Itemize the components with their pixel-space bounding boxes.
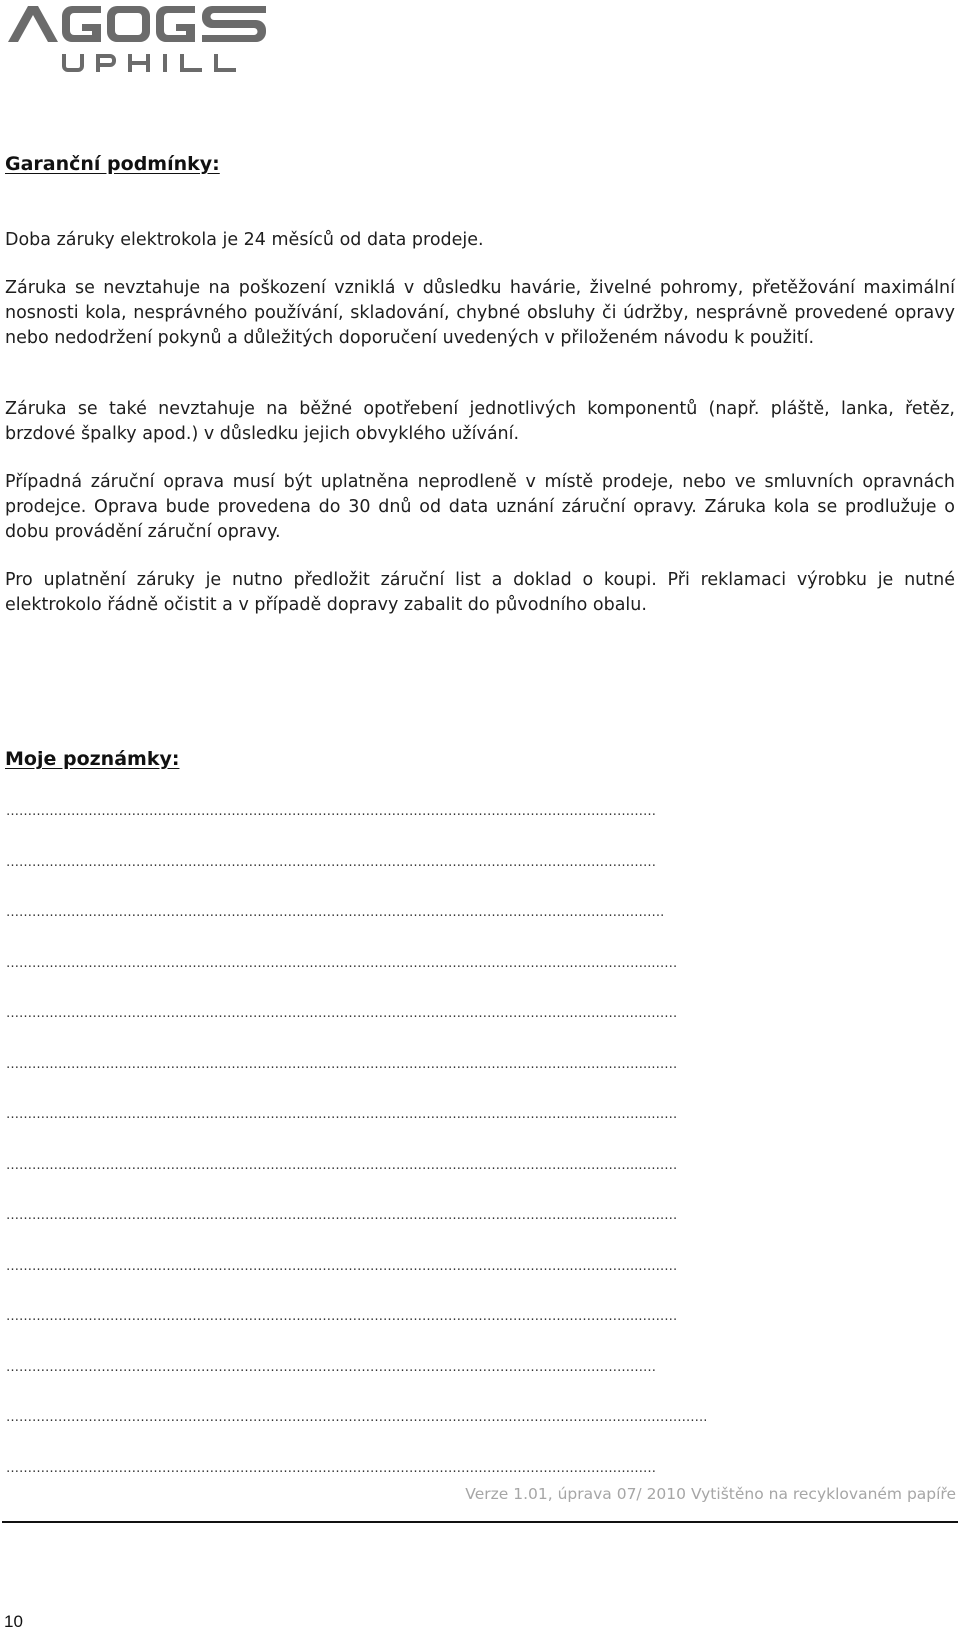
notes-line: …………………………………………………………………………………………………………………………………… [6, 1460, 656, 1476]
notes-line: …………………………………………………………………………………………………………………………………..…… [6, 1107, 678, 1122]
notes-line: …………………………………………………………………………………………………………………………………… [6, 1359, 656, 1375]
wear-exclusion-paragraph: Záruka se také nevztahuje na běžné opotřebení jednotlivých komponentů (např. pláště, lanka, řetěz, brzdové špalky apod.) v důsledku jejich obvyklého užívání. [5, 399, 955, 444]
notes-line: …………………………………………………………………………………………………………………………….………. [6, 905, 665, 920]
warranty-exclusions-paragraph: Záruka se nevztahuje na poškození vzniklá v důsledku havárie, živelné pohromy, přetěžování maximální nosnosti kola, nesprávného používání, skladování, chybné obsluhy či údržby, nesprávně provedené opravy nebo nedodržení pokynů a důležitých doporučení uvedených v přiloženém návodu k použití. [5, 278, 955, 348]
notes-heading: Moje poznámky: [5, 748, 180, 770]
notes-line: ………………………………………………………………………………………………………………………………..……… [6, 1208, 678, 1223]
warranty-heading: Garanční podmínky: [5, 153, 220, 175]
logo-graphic [2, 0, 280, 80]
notes-line: ……………………………………………………………………………………………………..………………………………………. [6, 1410, 708, 1425]
warranty-period-paragraph: Doba záruky elektrokola je 24 měsíců od data prodeje. [5, 230, 484, 250]
notes-line: …………………………………………………………………………………………………………………………………… [6, 854, 656, 870]
notes-line: …………………………………………………………………………………………………………………………………..…… [6, 955, 678, 971]
notes-line: …………………………………………………………………………………………………………………………………… [6, 804, 656, 819]
notes-line: …………………………………………………………………………………………………………………………………..…… [6, 1056, 678, 1072]
footer-divider [2, 1521, 958, 1523]
notes-line: ……………………………………………………………………………………………………………………………..………… [6, 1006, 678, 1021]
notes-line: ………………………………………………………………………………………………………………………………..……… [6, 1309, 678, 1324]
version-footer-note: Verze 1.01, úprava 07/ 2010 Vytištěno na recyklovaném papíře [465, 1485, 956, 1503]
notes-line: ………………………………………………………………………………………………………………………………..……… [6, 1258, 678, 1274]
notes-line: ………………………………………………………………………………………………………………………………..……… [6, 1157, 678, 1173]
warranty-repair-paragraph: Případná záruční oprava musí být uplatněna neprodleně v místě prodeje, nebo ve smluvních opravnách prodejce. Oprava bude provedena do 30 dnů od data uznání záruční opravy. Záruka kola se prodlužuje o dobu provádění záruční opravy. [5, 472, 955, 542]
agogs-uphill-logo [2, 0, 280, 80]
notes-lines [6, 804, 952, 1511]
page-number: 10 [4, 1612, 23, 1631]
warranty-claim-paragraph: Pro uplatnění záruky je nutno předložit záruční list a doklad o koupi. Při reklamaci výrobku je nutné elektrokolo řádně očistit a v případě dopravy zabalit do původního obalu. [5, 570, 955, 615]
